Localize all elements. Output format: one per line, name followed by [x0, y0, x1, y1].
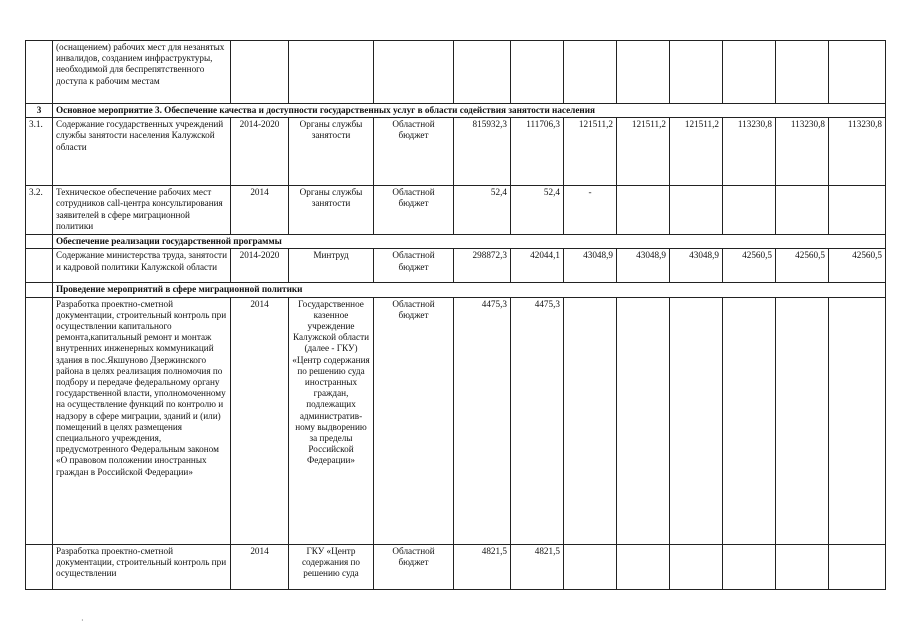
row-source: Областной бюджет [374, 297, 454, 544]
value-cell: 43048,9 [617, 249, 670, 283]
row-source: Областной бюджет [374, 249, 454, 283]
table-row [26, 544, 886, 589]
value-cell: 113230,8 [829, 118, 886, 186]
row-description: Содержание министерства труда, занятости и кадровой политики Калужской области [53, 249, 231, 283]
table-row [26, 41, 886, 104]
row-description: Разработка проектно-сметной документации, строительный контроль при осуществлении [53, 544, 231, 589]
value-cell: 42560,5 [723, 249, 776, 283]
row-agency: Минтруд [289, 249, 374, 283]
row-number: 3 [26, 104, 53, 118]
table-row [26, 186, 886, 235]
value-cell: 42560,5 [829, 249, 886, 283]
table-row [26, 235, 886, 249]
value-cell: - [564, 186, 617, 235]
value-cell: 4475,3 [454, 297, 511, 544]
section-title: Проведение мероприятий в сфере миграционной политики [53, 283, 886, 297]
value-cell: 42560,5 [776, 249, 829, 283]
row-description: (оснащением) рабочих мест для незанятых инвалидов, созданием инфраструктуры, необходимой для беспрепятственного доступа к рабочим местам [53, 41, 231, 104]
value-cell: 113230,8 [776, 118, 829, 186]
row-agency: ГКУ «Центр содержания по решению суда [289, 544, 374, 589]
value-cell: 121511,2 [670, 118, 723, 186]
table-row [26, 104, 886, 118]
row-description: Разработка проектно-сметной документации, строительный контроль при осуществлении капитального ремонта,капитальный ремонт и монтаж внутренних инженерных коммуникаций здания в пос.Якшуново Дзержинского района в целях реализация полномочия по подбору и передаче федеральному органу государственной власти, уполномоченному на осуществление функций по контролю и надзору в сфере миграции, зданий и (или) помещений в целях размещения специального учреждения, предусмотренного Федеральным законом «О правовом положении иностранных граждан в Российской Федерации» [53, 297, 231, 544]
row-agency: Государственное казенное учреждение Калужской области (далее - ГКУ) «Центр содержания по решению суда иностранных граждан, подлежащих административ-ному выдворению за пределы Российской Федерации» [289, 297, 374, 544]
value-cell: 52,4 [454, 186, 511, 235]
table-row [26, 118, 886, 186]
value-cell: 4475,3 [511, 297, 564, 544]
value-cell: 42044,1 [511, 249, 564, 283]
value-cell: 298872,3 [454, 249, 511, 283]
value-cell: 4821,5 [511, 544, 564, 589]
value-cell: 121511,2 [564, 118, 617, 186]
row-source: Областной бюджет [374, 544, 454, 589]
program-table [25, 40, 886, 590]
value-cell: 43048,9 [564, 249, 617, 283]
value-cell: 113230,8 [723, 118, 776, 186]
row-years: 2014 [231, 544, 289, 589]
value-cell: 121511,2 [617, 118, 670, 186]
row-years: 2014 [231, 186, 289, 235]
section-title: Основное мероприятие 3. Обеспечение качества и доступности государственных услуг в области содействия занятости населения [53, 104, 886, 118]
row-number: 3.2. [26, 186, 53, 235]
row-agency: Органы службы занятости [289, 118, 374, 186]
table-row [26, 297, 886, 544]
value-cell: 52,4 [511, 186, 564, 235]
value-cell: 815932,3 [454, 118, 511, 186]
row-years: 2014-2020 [231, 249, 289, 283]
row-source: Областной бюджет [374, 118, 454, 186]
row-source: Областной бюджет [374, 186, 454, 235]
footer-mark: · [81, 616, 84, 625]
section-title: Обеспечение реализации государственной программы [53, 235, 886, 249]
table-row [26, 249, 886, 283]
row-description: Техническое обеспечение рабочих мест сотрудников call-центра консультирования заявителей в сфере миграционной политики [53, 186, 231, 235]
value-cell: 43048,9 [670, 249, 723, 283]
table-row [26, 283, 886, 297]
row-years: 2014 [231, 297, 289, 544]
row-years: 2014-2020 [231, 118, 289, 186]
value-cell: 4821,5 [454, 544, 511, 589]
row-agency: Органы службы занятости [289, 186, 374, 235]
row-description: Содержание государственных учреждений службы занятости населения Калужской области [53, 118, 231, 186]
value-cell: 111706,3 [511, 118, 564, 186]
row-number: 3.1. [26, 118, 53, 186]
